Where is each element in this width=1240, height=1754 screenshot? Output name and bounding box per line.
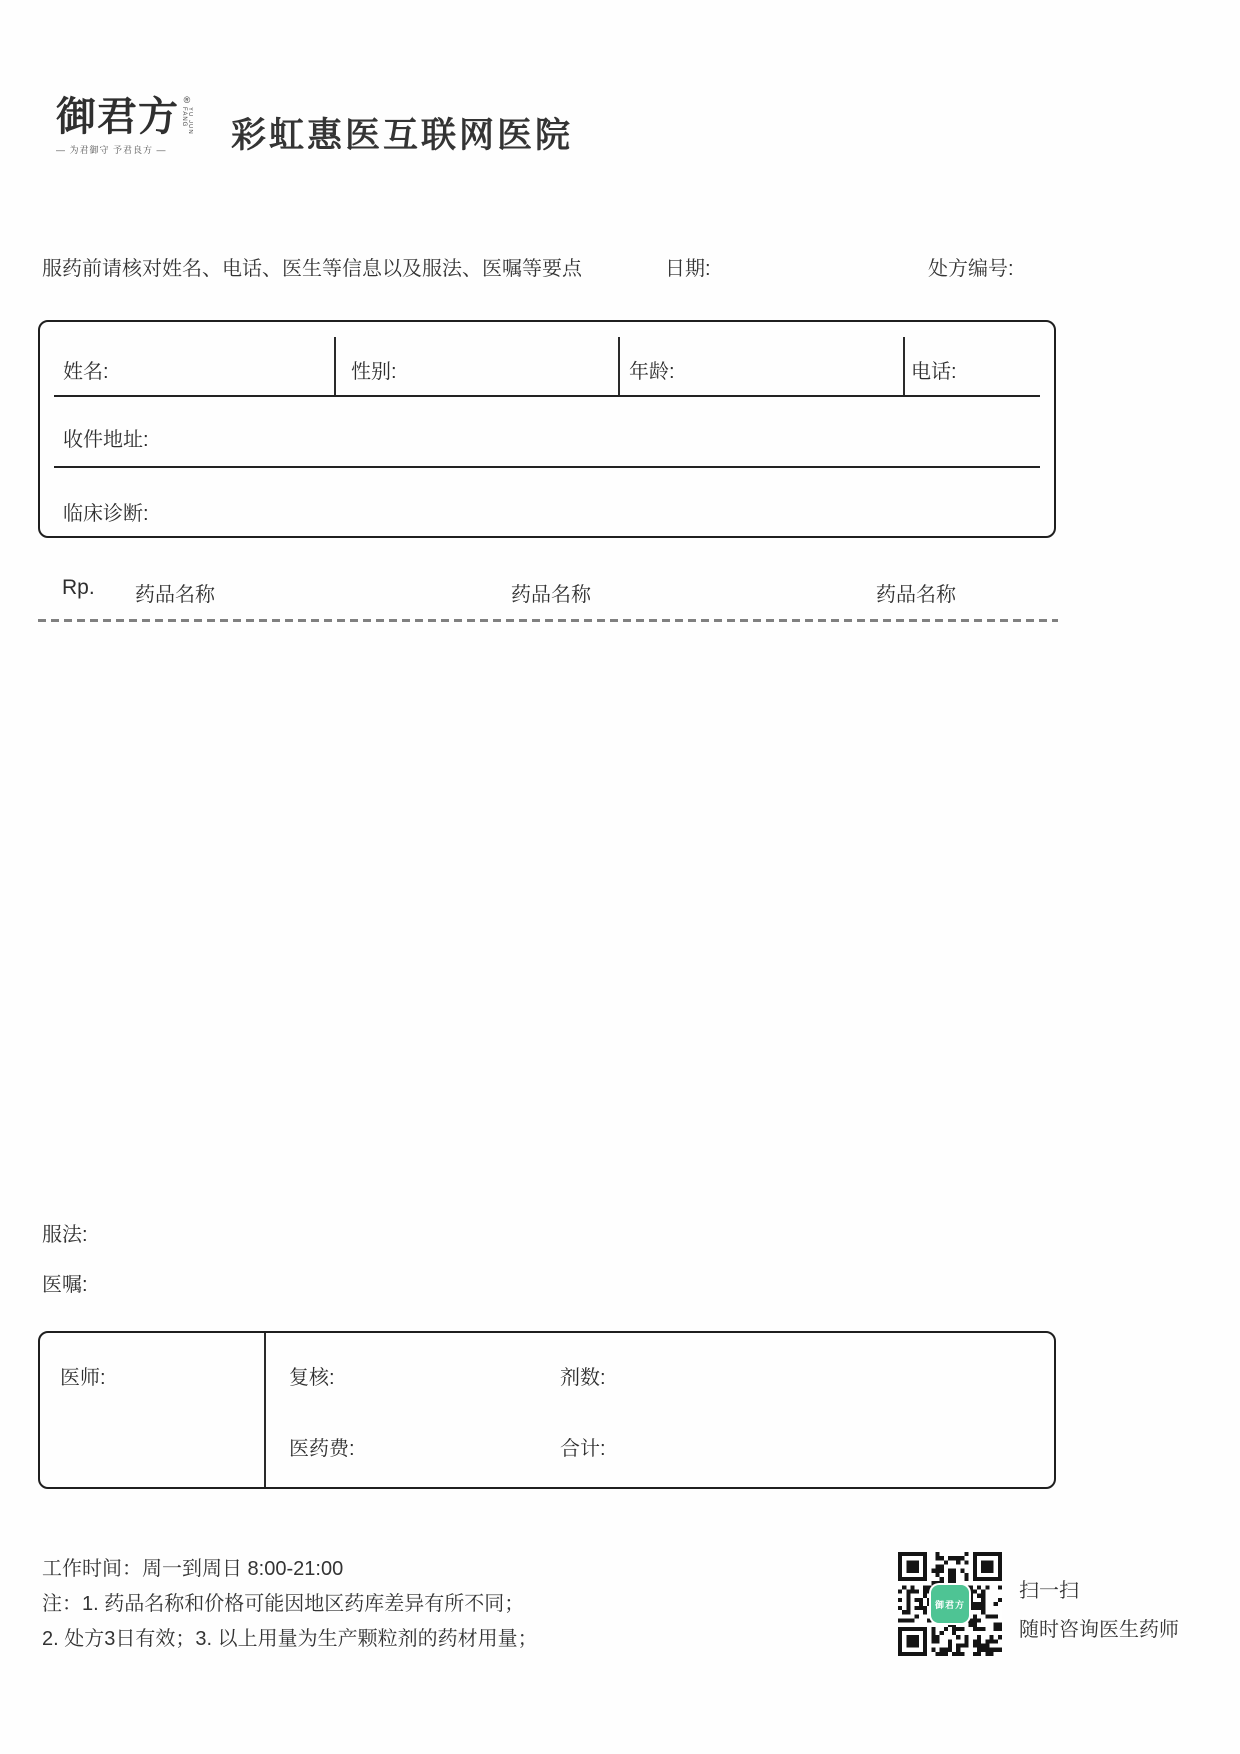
brand-logo-main [56, 95, 206, 139]
work-hours: 工作时间：周一到周日 8:00-21:00 [42, 1558, 344, 1580]
clinical-diagnosis-label: 临床诊断: [63, 503, 149, 525]
signature-fee-box [38, 1331, 1056, 1489]
scan-me-label: 扫一扫 [1019, 1580, 1079, 1602]
registered-trademark-icon: ® [183, 95, 191, 105]
qr-center-logo: 御君方 [931, 1585, 969, 1623]
prescription-number-label: 处方编号: [928, 258, 1014, 280]
drug-name-column-header: 药品名称 [511, 584, 591, 606]
note-line-2: 2. 处方3日有效；3. 以上用量为生产颗粒剂的药材用量； [42, 1628, 538, 1650]
total-label: 合计: [560, 1438, 606, 1460]
usage-method-label: 服法: [42, 1224, 88, 1246]
dashed-separator [38, 619, 1058, 622]
divider [54, 395, 1040, 397]
doctor-advice-label: 医嘱: [42, 1274, 88, 1296]
note-line-1: 注：1. 药品名称和价格可能因地区药库差异有所不同； [42, 1593, 525, 1615]
medicine-fee-label: 医药费: [289, 1438, 355, 1460]
shipping-address-label: 收件地址: [63, 429, 149, 451]
dose-count-label: 剂数: [560, 1367, 606, 1389]
divider [334, 337, 336, 395]
drug-name-column-header: 药品名称 [876, 584, 956, 606]
divider [618, 337, 620, 395]
age-label: 年龄: [629, 361, 675, 383]
divider [264, 1333, 266, 1487]
pre-use-notice: 服药前请核对姓名、电话、医生等信息以及服法、医嘱等要点 [42, 258, 582, 280]
rp-label: Rp. [62, 576, 95, 599]
qr-caption [1019, 1572, 1179, 1650]
brand-logo-side [181, 95, 193, 137]
brand-tagline: — 为君御守 予君良方 — [56, 145, 167, 155]
brand-name-pinyin: YU JUN FANG [181, 107, 193, 135]
review-label: 复核: [289, 1367, 335, 1389]
doctor-label: 医师: [60, 1367, 106, 1389]
qr-code [898, 1552, 1002, 1656]
brand-logo [56, 95, 206, 156]
divider [903, 337, 905, 395]
date-label: 日期: [665, 258, 711, 280]
brand-name: 御君方 [56, 93, 179, 140]
gender-label: 性别: [351, 361, 397, 383]
footer-notes [42, 1552, 538, 1657]
hospital-name: 彩虹惠医互联网医院 [231, 116, 574, 155]
divider [54, 466, 1040, 468]
consult-label: 随时咨询医生药师 [1019, 1619, 1179, 1641]
drug-name-column-header: 药品名称 [135, 584, 215, 606]
patient-info-box [38, 320, 1056, 538]
phone-label: 电话: [911, 361, 957, 383]
name-label: 姓名: [63, 361, 109, 383]
